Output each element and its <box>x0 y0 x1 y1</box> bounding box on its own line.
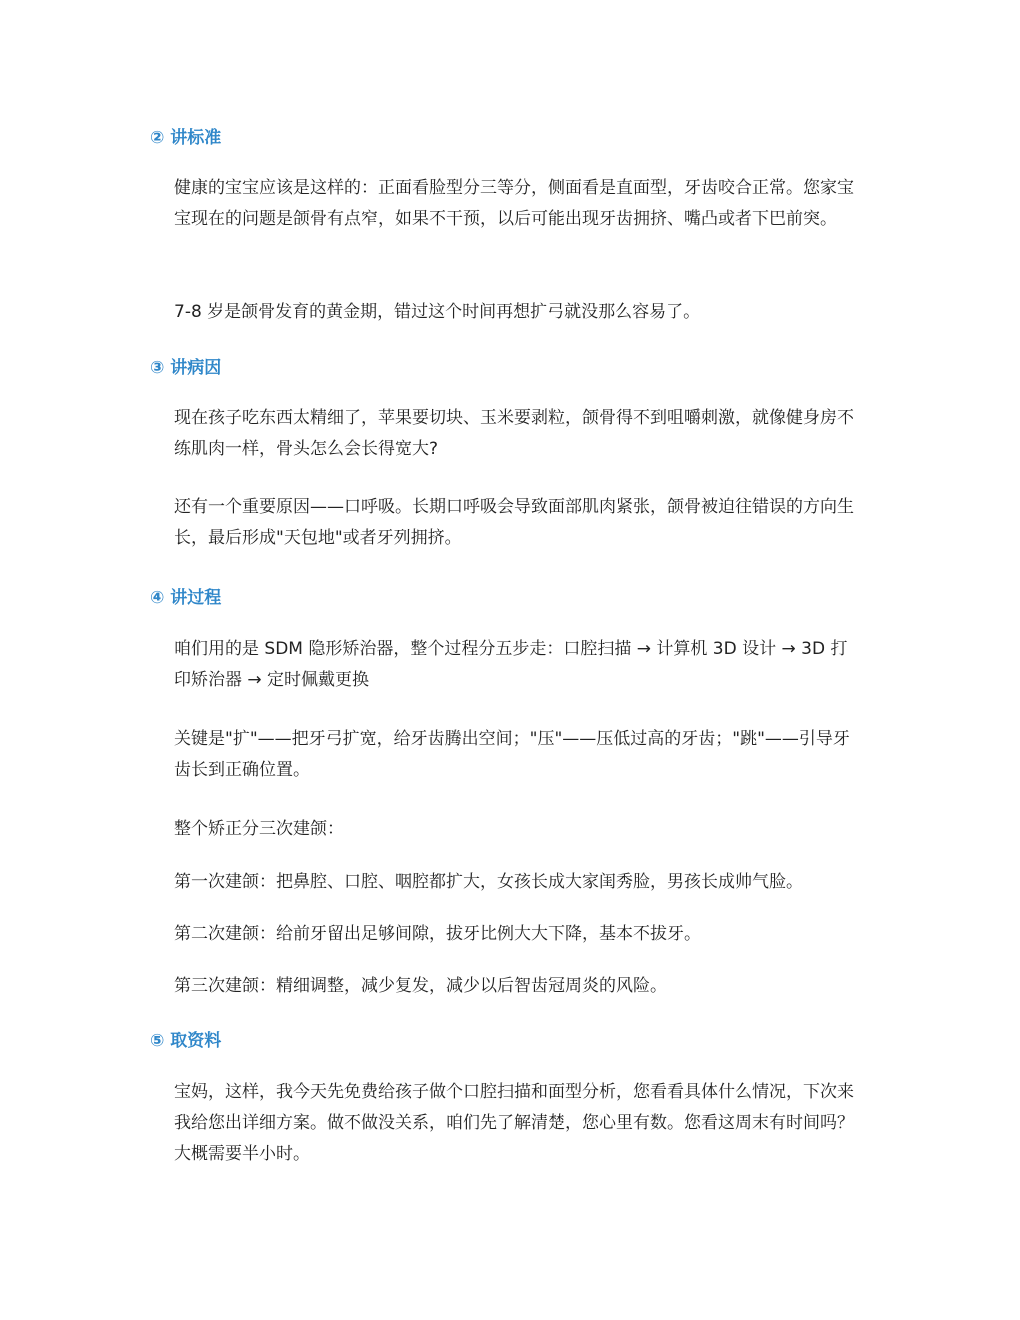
section-heading-cause: ③ 讲病因 <box>150 358 222 378</box>
paragraph-mouth-breathing: 还有一个重要原因——口呼吸。长期口呼吸会导致面部肌肉紧张，颌骨被迫往错误的方向生长，最后形成"天包地"或者牙列拥挤。 <box>174 497 854 548</box>
paragraph-fine-food: 现在孩子吃东西太精细了，苹果要切块、玉米要剥粒，颌骨得不到咀嚼刺激，就像健身房不练肌肉一样，骨头怎么会长得宽大? <box>174 408 854 459</box>
paragraph-stage-one: 第一次建颌：把鼻腔、口腔、咽腔都扩大，女孩长成大家闺秀脸，男孩长成帅气脸。 <box>174 872 803 892</box>
paragraph-healthy-standard: 健康的宝宝应该是这样的：正面看脸型分三等分，侧面看是直面型，牙齿咬合正常。您家宝宝现在的问题是颌骨有点窄，如果不干预，以后可能出现牙齿拥挤、嘴凸或者下巴前突。 <box>174 178 854 229</box>
section-heading-standard: ② 讲标准 <box>150 128 222 148</box>
paragraph-stage-two: 第二次建颌：给前牙留出足够间隙，拔牙比例大大下降，基本不拔牙。 <box>174 924 701 944</box>
section-heading-process: ④ 讲过程 <box>150 588 222 608</box>
paragraph-key-actions: 关键是"扩"——把牙弓扩宽，给牙齿腾出空间；"压"——压低过高的牙齿；"跳"——引导牙齿长到正确位置。 <box>174 729 850 780</box>
paragraph-sdm-steps: 咱们用的是 SDM 隐形矫治器，整个过程分五步走：口腔扫描 → 计算机 3D 设计 → 3D 打印矫治器 → 定时佩戴更换 <box>174 639 848 690</box>
section-heading-collect-data: ⑤ 取资料 <box>150 1031 222 1051</box>
paragraph-three-stages-intro: 整个矫正分三次建颌： <box>174 819 344 839</box>
paragraph-free-scan-offer: 宝妈，这样，我今天先免费给孩子做个口腔扫描和面型分析，您看看具体什么情况，下次来我给您出详细方案。做不做没关系，咱们先了解清楚，您心里有数。您看这周末有时间吗？大概需要半小时。 <box>174 1082 854 1164</box>
paragraph-golden-period: 7-8 岁是颌骨发育的黄金期，错过这个时间再想扩弓就没那么容易了。 <box>174 302 701 322</box>
paragraph-stage-three: 第三次建颌：精细调整，减少复发，减少以后智齿冠周炎的风险。 <box>174 976 667 996</box>
